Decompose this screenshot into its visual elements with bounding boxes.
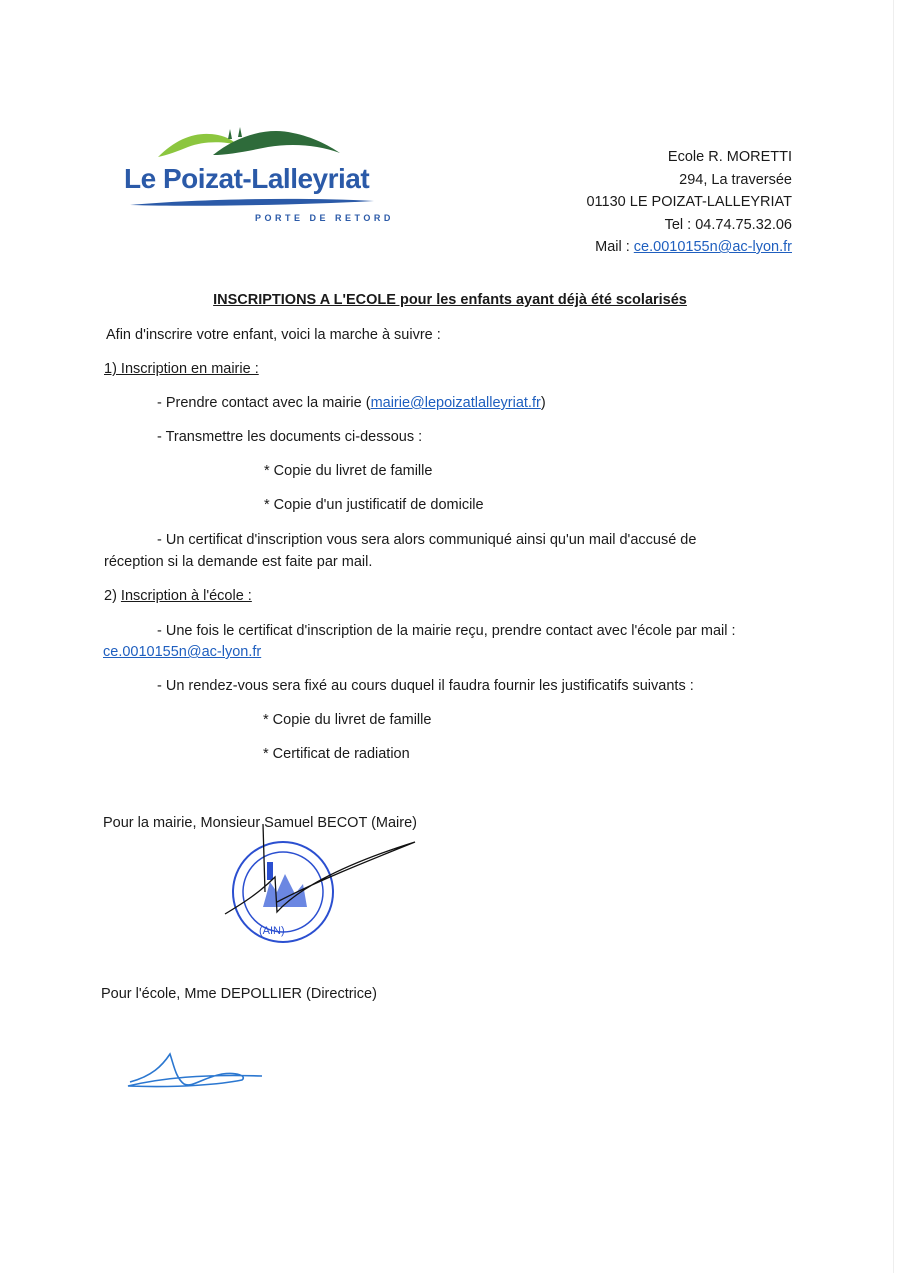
- school-name: Ecole R. MORETTI: [667, 149, 792, 165]
- mairie-contact-prefix: - Prendre contact avec la mairie (: [157, 395, 371, 411]
- mairie-contact-suffix: ): [540, 395, 546, 411]
- section1-heading: 1) Inscription en mairie :: [104, 361, 259, 377]
- school-mail-line: [586, 236, 792, 259]
- transmit-documents-text: - Transmettre les documents ci-dessous :: [157, 429, 423, 445]
- ecole-signature: [122, 1048, 267, 1093]
- doc-item: * Copie du livret de famille: [264, 463, 433, 479]
- school-address: [586, 146, 792, 259]
- school-city: 01130 LE POIZAT-LALLEYRIAT: [586, 194, 792, 210]
- certificate-text-line1: - Un certificat d'inscription vous sera alors communiqué ainsi qu'un mail d'accusé de: [157, 532, 697, 548]
- school-contact-line: - Une fois le certificat d'inscription de la mairie reçu, prendre contact avec l'école par mail :: [157, 623, 736, 639]
- section2-heading-text: Inscription à l'école :: [120, 588, 252, 604]
- mairie-email-link[interactable]: mairie@lepoizatlalleyriat.fr: [370, 395, 541, 411]
- school-email-link[interactable]: ce.0010155n@ac-lyon.fr: [633, 239, 792, 255]
- page-edge-line: [893, 0, 894, 1273]
- mairie-stamp-and-signature: [215, 822, 420, 967]
- logo-title: Le Poizat-Lalleyriat: [124, 163, 370, 194]
- logo-subtitle: PORTE DE RETORD: [255, 213, 394, 223]
- mairie-stamp-icon: [215, 822, 420, 967]
- meeting-text: - Un rendez-vous sera fixé au cours duquel il faudra fournir les justificatifs suivants :: [157, 678, 694, 694]
- certificate-text-line2: réception si la demande est faite par mail.: [104, 554, 373, 570]
- commune-logo: [118, 125, 394, 230]
- section2-number: 2): [104, 588, 121, 604]
- svg-text:(AIN): (AIN): [259, 925, 285, 937]
- school-street: 294, La traversée: [679, 171, 792, 188]
- page-title: INSCRIPTIONS A L'ECOLE pour les enfants ayant déjà été scolarisés: [213, 292, 687, 308]
- handwritten-signature-icon: [122, 1048, 267, 1093]
- mail-label: Mail :: [595, 239, 634, 255]
- doc-item: * Copie d'un justificatif de domicile: [264, 497, 484, 513]
- school-phone: Tel : 04.74.75.32.06: [664, 216, 792, 233]
- doc-item: * Certificat de radiation: [263, 746, 410, 762]
- mairie-contact-line: [157, 395, 546, 411]
- school-contact-email-line: [103, 644, 261, 660]
- mairie-signature-label: Pour la mairie, Monsieur Samuel BECOT (Maire): [103, 815, 417, 831]
- doc-item: * Copie du livret de famille: [263, 712, 432, 728]
- section2-heading: [104, 588, 252, 604]
- school-email-link-body[interactable]: ce.0010155n@ac-lyon.fr: [103, 644, 262, 660]
- ecole-signature-label: Pour l'école, Mme DEPOLLIER (Directrice): [101, 986, 377, 1002]
- intro-text: Afin d'inscrire votre enfant, voici la marche à suivre :: [106, 327, 441, 343]
